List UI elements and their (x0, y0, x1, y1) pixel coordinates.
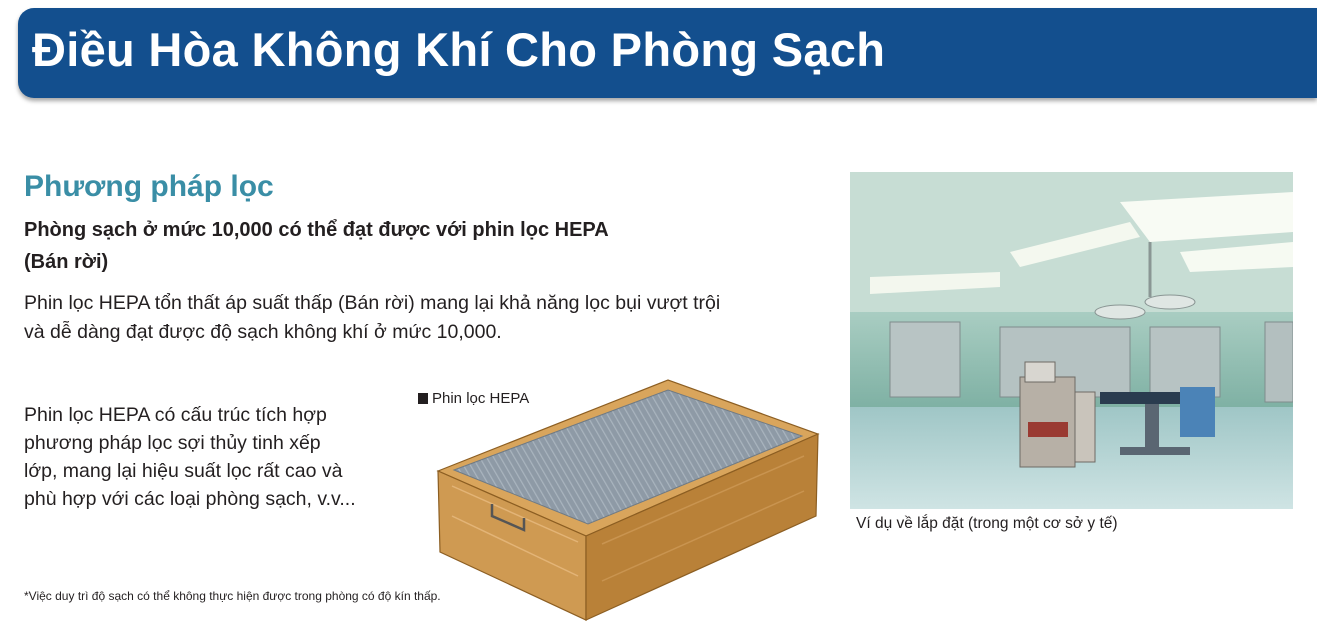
subheading-line: (Bán rời) (24, 251, 109, 273)
detail-line: phù hợp với các loại phòng sạch, v.v... (24, 488, 356, 510)
hepa-filter-illustration (432, 376, 824, 621)
intro-line: và dễ dàng đạt được độ sạch không khí ở mức 10,000. (24, 321, 502, 343)
photo-caption: Ví dụ về lắp đặt (trong một cơ sở y tế) (856, 515, 1118, 532)
square-bullet-icon (418, 393, 428, 404)
filter-label (418, 390, 529, 407)
filter-label-text: Phin lọc HEPA (432, 390, 530, 407)
intro-line: Phin lọc HEPA tổn thất áp suất thấp (Bán rời) mang lại khả năng lọc bụi vượt trội (24, 292, 721, 314)
detail-line: phương pháp lọc sợi thủy tinh xếp (24, 432, 321, 454)
header-banner (18, 8, 1317, 98)
detail-line: Phin lọc HEPA có cấu trúc tích hợp (24, 404, 327, 426)
subheading-line: Phòng sạch ở mức 10,000 có thể đạt được với phin lọc HEPA (24, 219, 609, 241)
footnote: *Việc duy trì độ sạch có thể không thực hiện được trong phòng có độ kín thấp. (24, 589, 441, 603)
installation-photo (850, 172, 1293, 509)
detail-line: lớp, mang lại hiệu suất lọc rất cao và (24, 460, 343, 482)
section-subheading (24, 214, 784, 278)
page-title: Điều Hòa Không Khí Cho Phòng Sạch (32, 23, 886, 76)
intro-paragraph (24, 289, 824, 347)
section-title: Phương pháp lọc (24, 170, 274, 203)
detail-paragraph (24, 401, 409, 513)
